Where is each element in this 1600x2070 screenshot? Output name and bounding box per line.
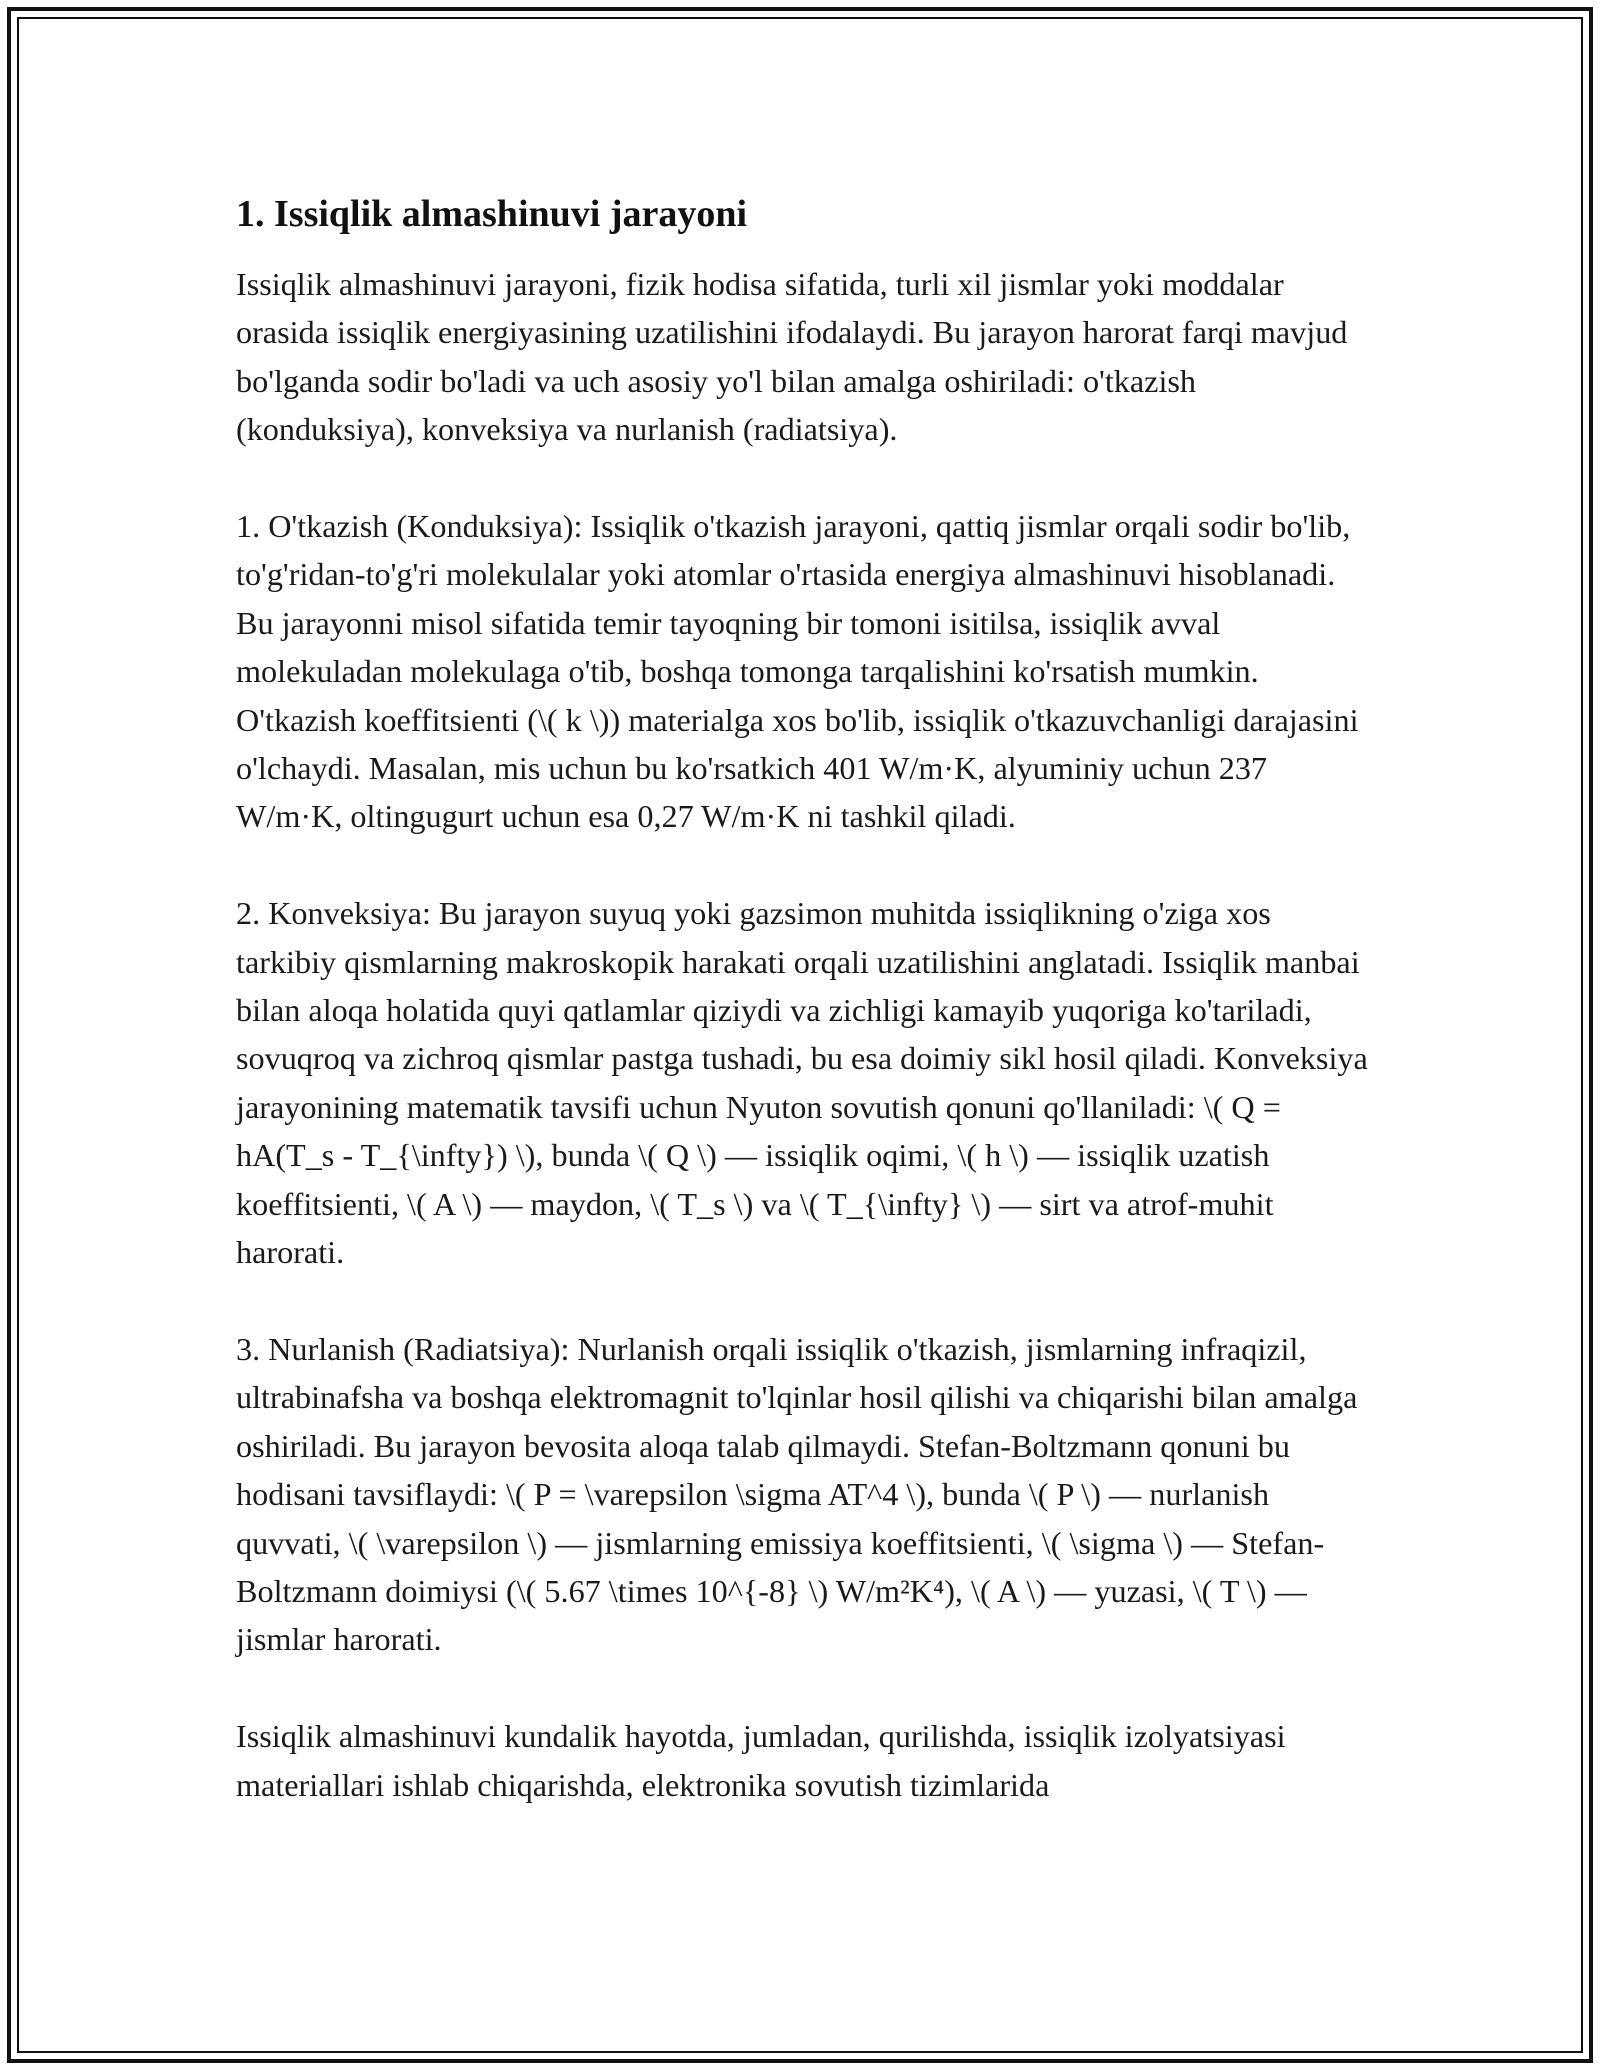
document-body [236, 190, 1376, 1809]
intro-paragraph: Issiqlik almashinuvi jarayoni, fizik hodisa sifatida, turli xil jismlar yoki moddalar orasida issiqlik energiyasining uzatilishini ifodalaydi. Bu jarayon harorat farqi mavjud bo'lganda sodir bo'ladi va uch asosiy yo'l bilan amalga oshiriladi: o'tkazish (konduksiya), konveksiya va nurlanish (radiatsiya). [236, 266, 1348, 448]
convection-paragraph: 2. Konveksiya: Bu jarayon suyuq yoki gazsimon muhitda issiqlikning o'ziga xos tarkibiy qismlarning makroskopik harakati orqali uzatilishini anglatadi. Issiqlik manbai bilan aloqa holatida quyi qatlamlar qiziydi va zichligi kamayib yuqoriga ko'tariladi, sovuqroq va zichroq qismlar pastga tushadi, bu esa doimiy sikl hosil qiladi. Konveksiya jarayonining matematik tavsifi uchun Nyuton sovutish qonuni qo'llaniladi: \( Q = hA(T_s - T_{\infty}) \), bunda \( Q \) — issiqlik oqimi, \( h \) — issiqlik uzatish koeffitsienti, \( A \) — maydon, \( T_s \) va \( T_{\infty} \) — sirt va atrof-muhit harorati. [236, 895, 1368, 1271]
section-title: 1. Issiqlik almashinuvi jarayoni [236, 193, 748, 235]
applications-paragraph: Issiqlik almashinuvi kundalik hayotda, jumladan, qurilishda, issiqlik izolyatsiyasi materiallari ishlab chiqarishda, elektronika sovutish tizimlarida [236, 1718, 1286, 1803]
radiation-paragraph: 3. Nurlanish (Radiatsiya): Nurlanish orqali issiqlik o'tkazish, jismlarning infraqizil, ultrabinafsha va boshqa elektromagnit to'lqinlar hosil qilishi va chiqarishi bilan amalga oshiriladi. Bu jarayon bevosita aloqa talab qilmaydi. Stefan-Boltzmann qonuni bu hodisani tavsiflaydi: \( P = \varepsilon \sigma AT^4 \), bunda \( P \) — nurlanish quvvati, \( \varepsilon \) — jismlarning emissiya koeffitsienti, \( \sigma \) — Stefan-Boltzmann doimiysi (\( 5.67 \times 10^{-8} \) W/m²K⁴), \( A \) — yuzasi, \( T \) — jismlar harorati. [236, 1330, 1358, 1658]
conduction-paragraph: 1. O'tkazish (Konduksiya): Issiqlik o'tkazish jarayoni, qattiq jismlar orqali sodir bo'lib, to'g'ridan-to'g'ri molekulalar yoki atomlar o'rtasida energiya almashinuvi hisoblanadi. Bu jarayonni misol sifatida temir tayoqning bir tomoni isitilsa, issiqlik avval molekuladan molekulaga o'tib, boshqa tomonga tarqalishini ko'rsatish mumkin. O'tkazish koeffitsienti (\( k \)) materialga xos bo'lib, issiqlik o'tkazuvchanligi darajasini o'lchaydi. Masalan, mis uchun bu ko'rsatkich 401 W/m·K, alyuminiy uchun 237 W/m·K, oltingugurt uchun esa 0,27 W/m·K ni tashkil qiladi. [236, 508, 1359, 835]
